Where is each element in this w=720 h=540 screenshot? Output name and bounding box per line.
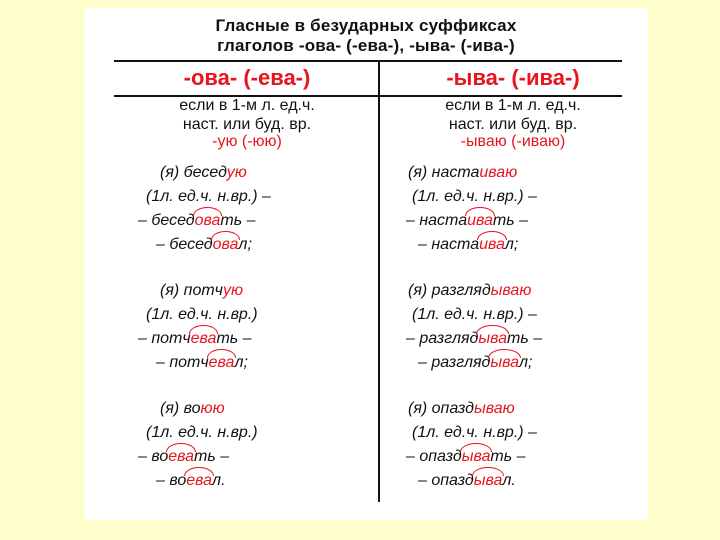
word-rest: л; <box>504 236 519 253</box>
suffix-arc: ыва <box>473 472 503 489</box>
example-groups <box>382 164 644 496</box>
suffix-arc: ива <box>467 212 493 229</box>
example-present-form <box>116 282 378 306</box>
word-rest: л; <box>519 354 533 371</box>
example-infinitive <box>382 212 644 236</box>
word-ending: ую <box>222 282 243 299</box>
column-heading: -ыва- (-ива-) <box>446 65 580 90</box>
example-form-note: (1л. ед.ч. н.вр.) <box>146 306 258 323</box>
word-rest: л; <box>234 354 248 371</box>
example-infinitive <box>382 448 644 472</box>
example-group <box>116 400 378 496</box>
example-past-form <box>116 236 378 260</box>
word-rest: л. <box>212 472 226 489</box>
suffix-arc: ыва <box>478 330 508 347</box>
example-past-form <box>382 472 644 496</box>
example-group <box>116 164 378 260</box>
example-group <box>116 282 378 378</box>
example-present-form <box>116 164 378 188</box>
word-rest: ть – <box>490 448 526 465</box>
example-present-form <box>116 400 378 424</box>
example-groups <box>116 164 378 496</box>
word-stem: (я) опазд <box>408 400 474 417</box>
example-present-form <box>382 400 644 424</box>
condition-line: наст. или буд. вр. <box>182 116 312 133</box>
suffix-arc: ыва <box>490 354 520 371</box>
example-group <box>382 400 644 496</box>
example-past-form <box>116 472 378 496</box>
word-rest: л. <box>502 472 516 489</box>
example-form-note: (1л. ед.ч. н.вр.) – <box>146 188 271 205</box>
column-yva-iva <box>382 62 644 496</box>
example-form-note: (1л. ед.ч. н.вр.) – <box>412 424 537 441</box>
suffix-arc: ева <box>168 448 195 465</box>
word-rest: ть – <box>492 212 528 229</box>
word-ending: юю <box>200 400 225 417</box>
word-stem: (я) бесед <box>160 164 227 181</box>
example-infinitive <box>116 212 378 236</box>
suffix-arc: ова <box>212 236 239 253</box>
word-stem: – бесед <box>138 212 195 229</box>
word-rest: ть – <box>194 448 230 465</box>
suffix-arc: ова <box>194 212 221 229</box>
word-stem: – бесед <box>156 236 213 253</box>
column-ova-eva <box>116 62 378 496</box>
word-ending: ываю <box>474 400 515 417</box>
word-stem: – наста <box>406 212 468 229</box>
word-rest: ть – <box>507 330 543 347</box>
word-stem: – разгляд <box>418 354 491 371</box>
word-ending: ую <box>226 164 247 181</box>
table-column-divider <box>378 62 380 502</box>
condition-line: если в 1-м л. ед.ч. <box>179 97 315 114</box>
suffix-arc: ева <box>190 330 217 347</box>
word-rest: ть – <box>216 330 252 347</box>
word-stem: – наста <box>418 236 480 253</box>
example-group <box>382 164 644 260</box>
example-group <box>382 282 644 378</box>
example-form-note: (1л. ед.ч. н.вр.) – <box>412 306 537 323</box>
suffix-arc: ева <box>208 354 235 371</box>
rule-title-suffixes: -ова- (-ева-), -ыва- (-ива-) <box>298 36 515 55</box>
example-present-form <box>382 282 644 306</box>
example-past-form <box>382 354 644 378</box>
word-rest: л; <box>238 236 252 253</box>
example-past-form <box>116 354 378 378</box>
example-infinitive <box>116 330 378 354</box>
ending-note: -ую (-юю) <box>212 133 282 150</box>
rule-title-prefix: глаголов <box>217 36 294 55</box>
rule-title-line-2 <box>84 36 648 56</box>
condition-line: если в 1-м л. ед.ч. <box>445 97 581 114</box>
column-heading: -ова- (-ева-) <box>183 65 311 90</box>
word-stem: – потч <box>156 354 209 371</box>
word-stem: (я) наста <box>408 164 480 181</box>
word-stem: – разгляд <box>406 330 479 347</box>
word-ending: иваю <box>479 164 518 181</box>
example-infinitive <box>116 448 378 472</box>
example-past-form <box>382 236 644 260</box>
word-stem: – опазд <box>406 448 462 465</box>
word-stem: (я) разгляд <box>408 282 491 299</box>
rule-card <box>84 8 648 520</box>
example-present-form <box>382 164 644 188</box>
word-stem: – во <box>138 448 169 465</box>
suffix-arc: ива <box>479 236 505 253</box>
word-stem: (я) потч <box>160 282 223 299</box>
suffix-arc: ыва <box>461 448 491 465</box>
example-form-note: (1л. ед.ч. н.вр.) <box>146 424 258 441</box>
suffix-arc: ева <box>186 472 213 489</box>
rule-title-line-1: Гласные в безударных суффиксах <box>215 16 517 35</box>
ending-note: -ываю (-иваю) <box>460 133 566 150</box>
word-stem: – во <box>156 472 187 489</box>
example-form-note: (1л. ед.ч. н.вр.) – <box>412 188 537 205</box>
word-stem: (я) во <box>160 400 201 417</box>
word-stem: – опазд <box>418 472 474 489</box>
word-ending: ываю <box>490 282 532 299</box>
word-rest: ть – <box>220 212 256 229</box>
condition-line: наст. или буд. вр. <box>448 116 578 133</box>
word-stem: – потч <box>138 330 191 347</box>
